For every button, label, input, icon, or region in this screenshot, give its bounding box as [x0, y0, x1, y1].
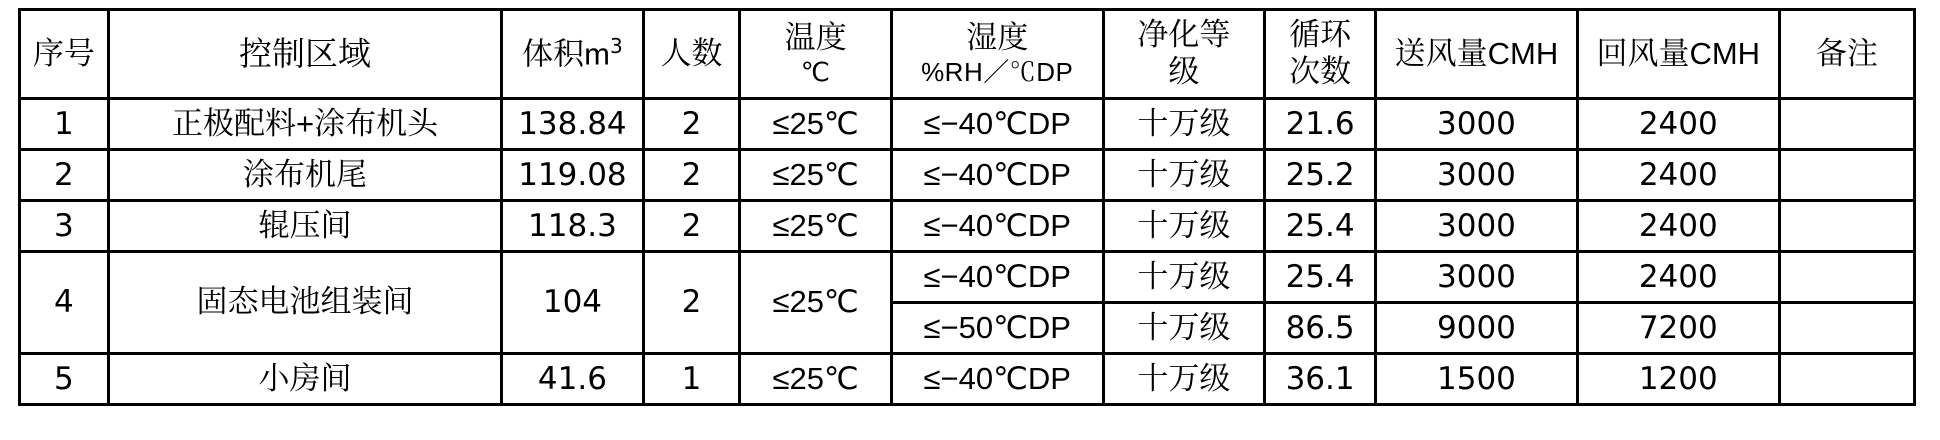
air-conditioning-spec-table — [18, 8, 1916, 406]
cell-supply-air: 3000 — [1376, 99, 1578, 150]
cell-humidity: ≤−40℃DP — [891, 150, 1103, 201]
header-return-air: 回风量CMH — [1577, 10, 1779, 99]
cell-temperature: ≤25℃ — [740, 201, 891, 252]
cell-remark — [1779, 99, 1914, 150]
cell-air-changes: 86.5 — [1265, 303, 1376, 354]
table-row — [20, 252, 1915, 303]
table-row — [20, 150, 1915, 201]
cell-return-air: 2400 — [1577, 99, 1779, 150]
cell-people: 1 — [643, 354, 740, 405]
cell-return-air: 2400 — [1577, 201, 1779, 252]
cell-air-changes: 25.2 — [1265, 150, 1376, 201]
cell-people: 2 — [643, 252, 740, 354]
cell-return-air: 7200 — [1577, 303, 1779, 354]
cell-cleanliness: 十万级 — [1103, 99, 1264, 150]
cell-volume: 138.84 — [502, 99, 643, 150]
cell-remark — [1779, 252, 1914, 303]
cell-supply-air: 9000 — [1376, 303, 1578, 354]
header-remark: 备注 — [1779, 10, 1914, 99]
cell-region: 辊压间 — [108, 201, 502, 252]
cell-seq: 3 — [20, 201, 109, 252]
cell-seq: 1 — [20, 99, 109, 150]
cell-cleanliness: 十万级 — [1103, 252, 1264, 303]
cell-air-changes: 21.6 — [1265, 99, 1376, 150]
cell-temperature: ≤25℃ — [740, 99, 891, 150]
cell-temperature: ≤25℃ — [740, 354, 891, 405]
cell-cleanliness: 十万级 — [1103, 150, 1264, 201]
cell-supply-air: 3000 — [1376, 252, 1578, 303]
cell-temperature: ≤25℃ — [740, 252, 891, 354]
cell-seq: 5 — [20, 354, 109, 405]
header-temperature: 温度 ℃ — [740, 10, 891, 99]
cell-supply-air: 1500 — [1376, 354, 1578, 405]
spec-table-sheet — [0, 8, 1940, 440]
cell-region: 涂布机尾 — [108, 150, 502, 201]
cell-air-changes: 25.4 — [1265, 252, 1376, 303]
cell-air-changes: 36.1 — [1265, 354, 1376, 405]
table-row — [20, 99, 1915, 150]
cell-region: 小房间 — [108, 354, 502, 405]
cell-humidity: ≤−40℃DP — [891, 99, 1103, 150]
cell-people: 2 — [643, 150, 740, 201]
cell-humidity: ≤−40℃DP — [891, 252, 1103, 303]
cell-people: 2 — [643, 99, 740, 150]
cell-air-changes: 25.4 — [1265, 201, 1376, 252]
cell-humidity: ≤−40℃DP — [891, 201, 1103, 252]
cell-volume: 104 — [502, 252, 643, 354]
cell-remark — [1779, 303, 1914, 354]
table-row — [20, 201, 1915, 252]
cell-seq: 2 — [20, 150, 109, 201]
cell-supply-air: 3000 — [1376, 150, 1578, 201]
cell-temperature: ≤25℃ — [740, 150, 891, 201]
cell-cleanliness: 十万级 — [1103, 354, 1264, 405]
header-humidity: 湿度 %RH／℃DP — [891, 10, 1103, 99]
cell-region: 固态电池组装间 — [108, 252, 502, 354]
cell-return-air: 2400 — [1577, 150, 1779, 201]
cell-remark — [1779, 354, 1914, 405]
cell-people: 2 — [643, 201, 740, 252]
cell-volume: 41.6 — [502, 354, 643, 405]
header-air-changes: 循环 次数 — [1265, 10, 1376, 99]
header-seq: 序号 — [20, 10, 109, 99]
cell-supply-air: 3000 — [1376, 201, 1578, 252]
cell-remark — [1779, 201, 1914, 252]
cell-return-air: 1200 — [1577, 354, 1779, 405]
cell-cleanliness: 十万级 — [1103, 303, 1264, 354]
table-header-row — [20, 10, 1915, 99]
cell-cleanliness: 十万级 — [1103, 201, 1264, 252]
header-control-area: 控制区域 — [108, 10, 502, 99]
cell-seq: 4 — [20, 252, 109, 354]
cell-volume: 119.08 — [502, 150, 643, 201]
header-people: 人数 — [643, 10, 740, 99]
table-row — [20, 354, 1915, 405]
cell-remark — [1779, 150, 1914, 201]
header-cleanliness-class: 净化等 级 — [1103, 10, 1264, 99]
header-volume: 体积$m^3$ — [502, 10, 643, 99]
cell-humidity: ≤−40℃DP — [891, 354, 1103, 405]
cell-volume: 118.3 — [502, 201, 643, 252]
cell-region: 正极配料+涂布机头 — [108, 99, 502, 150]
cell-humidity: ≤−50℃DP — [891, 303, 1103, 354]
header-supply-air: 送风量CMH — [1376, 10, 1578, 99]
cell-return-air: 2400 — [1577, 252, 1779, 303]
